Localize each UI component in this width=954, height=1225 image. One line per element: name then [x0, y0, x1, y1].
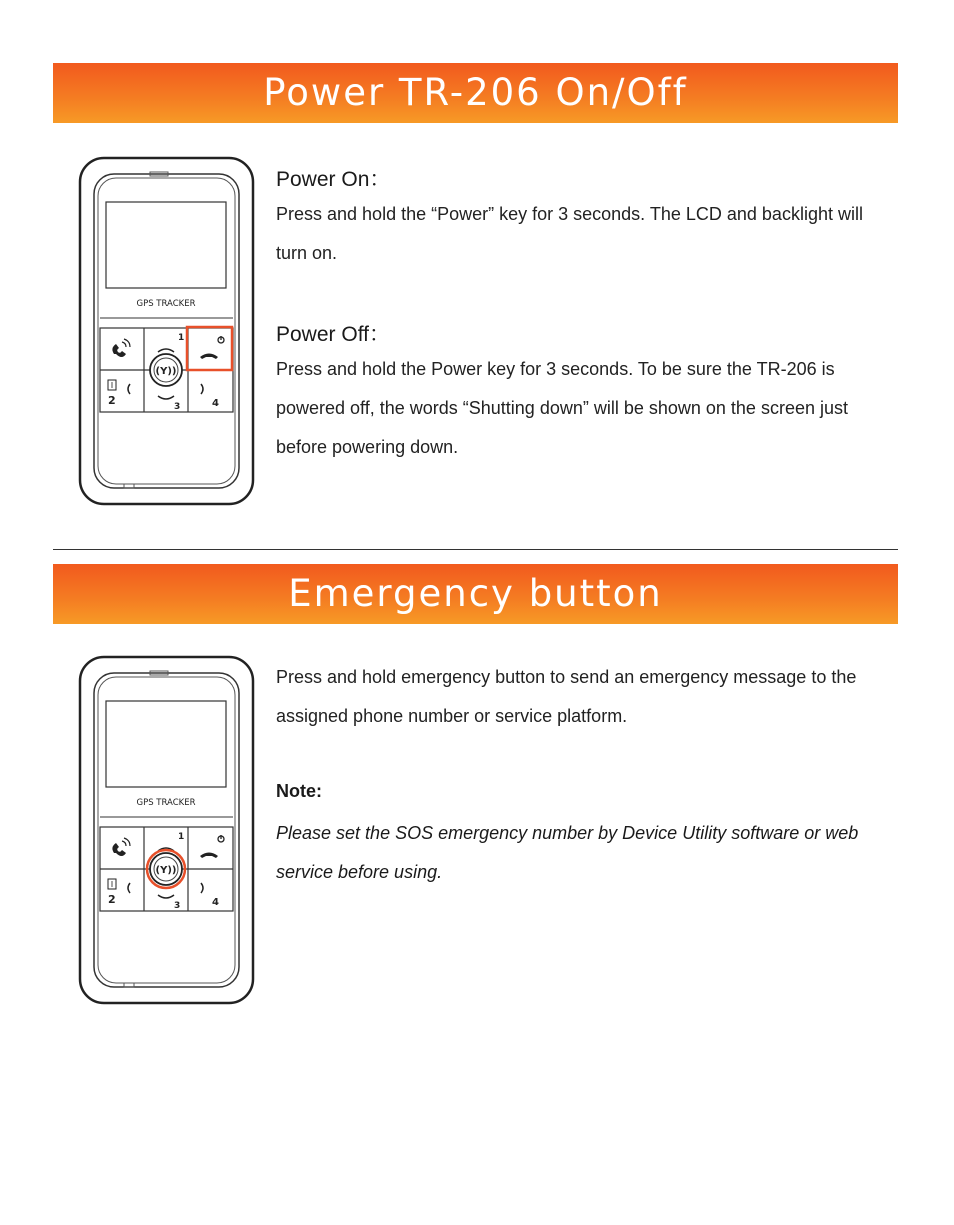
section-title-power: Power TR-206 On/Off [53, 63, 898, 123]
note-label: Note: [276, 781, 322, 801]
key-right-number: 4 [212, 398, 219, 409]
key-down-number: 3 [174, 901, 181, 911]
power-on-block [276, 163, 896, 273]
section-title-emergency: Emergency button [53, 564, 898, 624]
emergency-block [276, 658, 896, 736]
key-up-number: 1 [178, 832, 185, 842]
power-on-text: Press and hold the “Power” key for 3 seconds. The LCD and backlight will turn on. [276, 204, 863, 263]
device-illustration-power [78, 156, 255, 506]
key-left-number: 2 [108, 893, 116, 906]
svg-text:(Y)): (Y)) [155, 366, 177, 377]
key-up-number: 1 [178, 333, 185, 343]
power-off-text: Press and hold the Power key for 3 seconds. To be sure the TR-206 is powered off, the words “Shutting down” will be shown on the screen just before powering down. [276, 359, 848, 457]
power-off-block [276, 318, 896, 467]
note-block [276, 781, 896, 892]
note-text: Please set the SOS emergency number by Device Utility software or web service before using. [276, 823, 859, 882]
section-divider [53, 549, 898, 550]
power-on-heading: Power On： [276, 168, 391, 191]
power-off-heading: Power Off： [276, 323, 390, 346]
emergency-text: Press and hold emergency button to send an emergency message to the assigned phone number or service platform. [276, 667, 857, 726]
key-left-number: 2 [108, 394, 116, 407]
device-label: GPS TRACKER [136, 299, 196, 309]
svg-text:(Y)): (Y)) [155, 865, 177, 876]
key-right-number: 4 [212, 897, 219, 908]
device-label: GPS TRACKER [136, 798, 196, 808]
sos-icon [150, 853, 182, 885]
key-down-number: 3 [174, 402, 181, 412]
device-illustration-emergency [78, 655, 255, 1005]
sos-icon [150, 354, 182, 386]
